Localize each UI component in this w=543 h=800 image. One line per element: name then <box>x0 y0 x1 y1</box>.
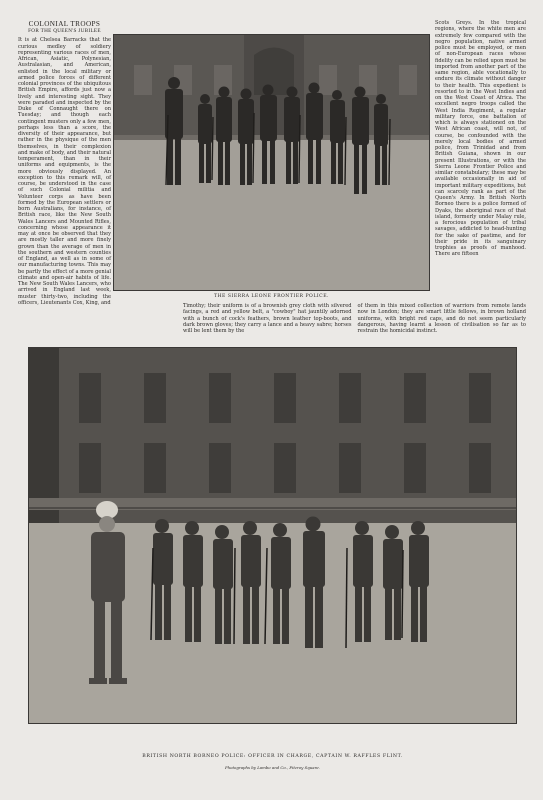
article-heading: COLONIAL TROOPS <box>28 20 101 28</box>
top-photo-caption: THE SIERRA LEONE FRONTIER POLICE. <box>213 294 330 299</box>
article-closing-text: of them in this mixed collection of warriors from remote lands now in London; they are smart little fellows, in brown holland uniforms, with bright red caps, and do not seem particularly dangerous, having learnt a lesson of civilisation so far as to restrain the homicidal instinct. <box>357 303 526 334</box>
article-left-column <box>18 20 111 306</box>
article-middle-text: Timothy; their uniform is of a brownish grey cloth with silvered facings, a red and yellow belt, a "cowboy" hat jauntily adorned with a bunch of cock's feathers, brown leather top-boots, and dark brown gloves; they carry a lance and a heavy sabre; horses will be lent them by the <box>183 303 352 334</box>
article-subheading: FOR THE QUEEN'S JUBILEE <box>28 28 101 34</box>
photo-credit: Photographs by Lambo and Co., Fitzroy Square. <box>225 765 320 770</box>
bottom-photo-caption: BRITISH NORTH BORNEO POLICE: OFFICER IN CHARGE, CAPTAIN W. RAFFLES FLINT. <box>142 754 403 759</box>
article-left-text: It is at Chelsea Barracks that the curious medley of soldiery representing various races of men, African, Asiatic, Polynesian, Australasian, and American, enlisted in the local military or armed police forces of different colonial provinces of the ubiquitous British Empire, affords just now a lively and interesting sight. They were paraded and inspected by the Duke of Connaught there on Tuesday; and though each contingent musters only a few men, perhaps less than a score, the diversity of their appearance, but rather in the physique of the men themselves, in their complexion and make of body, and their natural temperament, than in their uniforms and equipments, is the more obviously displayed. An exception to this remark will, of course, be understood in the case of such Colonial militia and Volunteer corps as have been formed by the European settlers or born Australians, for instance, of British race, like the New South Wales Lancers and Mounted Rifles, concerning whose appearance it may at once be observed that they are mostly taller and more finely grown than the average of men in the southern and western counties of England, as well as in some of our manufacturing towns. This may be partly the effect of a more genial climate and open-air habits of life. The New South Wales Lancers, who arrived in England last week, muster thirty-two, including the officers, Lieutenants Cox, King, and <box>18 37 111 306</box>
newspaper-page <box>18 20 526 786</box>
article-right-column <box>435 20 526 258</box>
article-continuation <box>183 303 526 334</box>
article-right-text: Scots Greys. In the tropical regions, where the white men are extremely few compared with the negro population, native armed police must be employed, or men of non-European races whose fidelity can be relied upon must be imported from another part of the same region, able vocationally to endure its climate without danger to their health. This expedient is resorted to in the West Indies and on the West Coast of Africa. The excellent negro troops called the West India Regiment, a regular military force, one battalion of which is always stationed on the West African coast, will not, of course, be confounded with the merely local bodies of armed police, from Trinidad and from British Guiana, shown in our present Illustrations, or with the Sierra Leone Frontier Police and similar constabulary; these may be available occasionally in aid of important military expeditions, but can scarcely rank as part of the Queen's Army. In British North Borneo there is a police formed of Dyaks, the aboriginal race of that island, formerly under Malay rule, a ferocious population of tribal savages, addicted to head-hunting for the sake of pastime, and for their pride in its sanguinary trophies as proofs of manhood. There are fifteen <box>435 20 526 258</box>
sierra-leone-police-photo <box>113 34 430 291</box>
north-borneo-police-photo <box>28 347 517 724</box>
